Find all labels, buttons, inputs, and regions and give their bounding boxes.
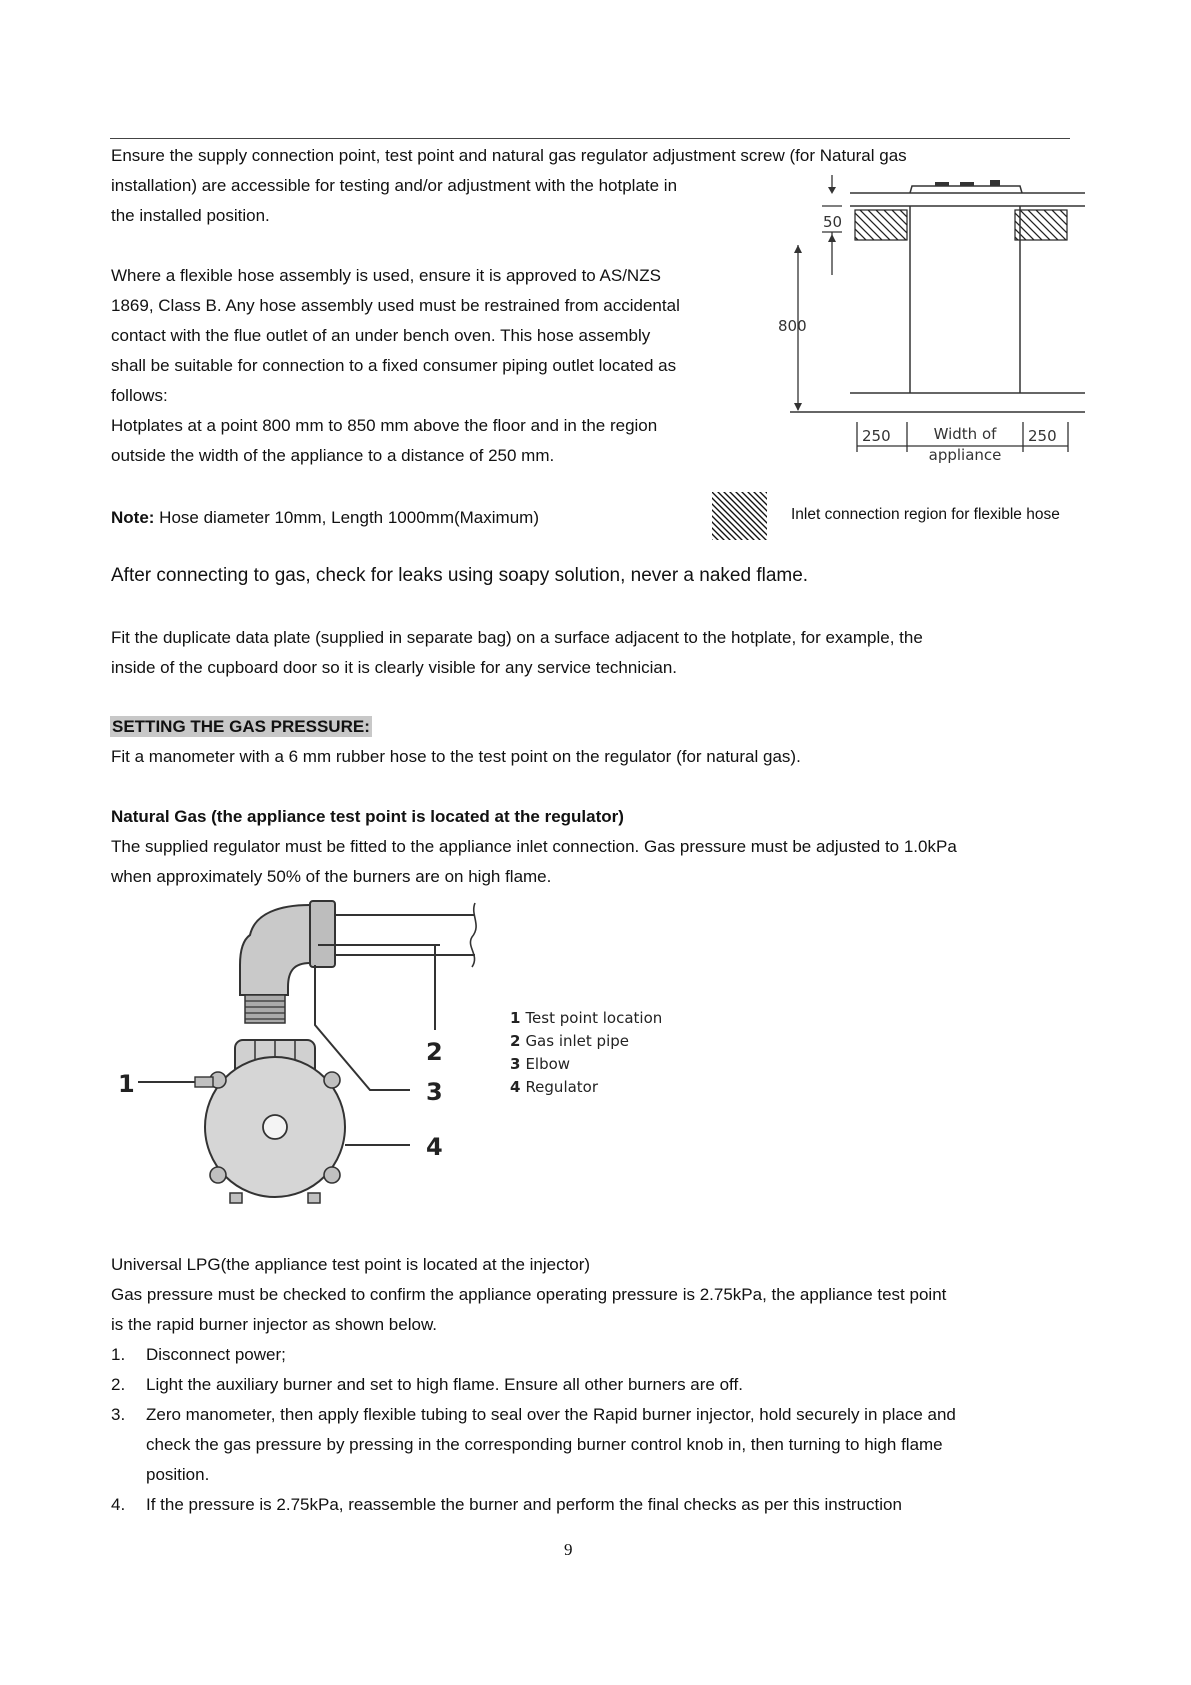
- lpg-line-1: Gas pressure must be checked to confirm the appliance operating pressure is 2.75kPa, the appliance test point: [111, 1285, 947, 1304]
- legend-item: 3 Elbow: [510, 1055, 571, 1073]
- callout-3: 3: [426, 1078, 443, 1106]
- list-item: 2. Light the auxiliary burner and set to high flame. Ensure all other burners are off.: [111, 1375, 743, 1394]
- hatch-left: [855, 210, 907, 240]
- lpg-heading: Universal LPG(the appliance test point is located at the injector): [111, 1255, 591, 1274]
- lpg-steps: [111, 1340, 1071, 1520]
- callout-4: 4: [426, 1133, 443, 1161]
- list-item: 4. If the pressure is 2.75kPa, reassemble the burner and perform the final checks as per this instruction: [111, 1495, 902, 1514]
- natural-gas-line-2: when approximately 50% of the burners are on high flame.: [111, 867, 552, 886]
- note-text: Hose diameter 10mm, Length 1000mm(Maximum): [154, 508, 539, 527]
- hose-line: 1869, Class B. Any hose assembly used must be restrained from accidental: [111, 296, 680, 315]
- setting-heading-line: [110, 712, 372, 742]
- hatch-legend-icon: [712, 492, 767, 540]
- hatch-legend-text: Inlet connection region for flexible hose: [791, 506, 1060, 523]
- hose-paragraph: [111, 261, 680, 471]
- hatch-right: [1015, 210, 1067, 240]
- callout-2: 2: [426, 1038, 443, 1066]
- width-label-1: Width of: [933, 425, 997, 443]
- hose-line: shall be suitable for connection to a fixed consumer piping outlet located as: [111, 356, 677, 375]
- dim-250-left-label: 250: [862, 427, 891, 445]
- list-item: 3. Zero manometer, then apply flexible tubing to seal over the Rapid burner injector, hold securely in place and check the gas pressure by pressing in the corresponding burner control knob in, then turning to high flame position.: [111, 1405, 956, 1484]
- leak-check-text: After connecting to gas, check for leaks using soapy solution, never a naked flame.: [111, 565, 809, 586]
- top-rule: [110, 138, 1070, 139]
- list-item: 1. Disconnect power;: [111, 1345, 286, 1364]
- hose-line: Where a flexible hose assembly is used, ensure it is approved to AS/NZS: [111, 266, 661, 285]
- width-label-2: appliance: [928, 446, 1002, 464]
- legend-item: 2 Gas inlet pipe: [510, 1032, 629, 1050]
- dim-50-label: 50: [823, 213, 843, 231]
- note-line: [111, 503, 539, 533]
- hose-line: Hotplates at a point 800 mm to 850 mm above the floor and in the region: [111, 416, 658, 435]
- intro-line-1: Ensure the supply connection point, test point and natural gas regulator adjustment screw (for Natural gas: [111, 146, 907, 165]
- setting-heading: SETTING THE GAS PRESSURE:: [112, 717, 370, 736]
- hose-line: follows:: [111, 386, 168, 405]
- intro-line-3: the installed position.: [111, 206, 270, 225]
- intro-line-2: installation) are accessible for testing and/or adjustment with the hotplate in: [111, 176, 678, 195]
- dim-250-right-label: 250: [1028, 427, 1057, 445]
- hose-line: contact with the flue outlet of an under bench oven. This hose assembly: [111, 326, 651, 345]
- setting-text: Fit a manometer with a 6 mm rubber hose to the test point on the regulator (for natural gas).: [111, 747, 801, 766]
- regulator-diagram: [110, 895, 490, 1205]
- page-number: 9: [564, 1540, 573, 1559]
- natural-gas-line-1: The supplied regulator must be fitted to the appliance inlet connection. Gas pressure must be adjusted to 1.0kPa: [111, 837, 957, 856]
- data-plate-line-2: inside of the cupboard door so it is clearly visible for any service technician.: [111, 658, 678, 677]
- lpg-line-2: is the rapid burner injector as shown below.: [111, 1315, 438, 1334]
- legend-item: 4 Regulator: [510, 1078, 599, 1096]
- dim-800-label: 800: [778, 317, 807, 335]
- regulator-legend: [510, 1007, 662, 1099]
- data-plate-line-1: Fit the duplicate data plate (supplied in separate bag) on a surface adjacent to the hotplate, for example, the: [111, 628, 923, 647]
- callout-1: 1: [118, 1070, 135, 1098]
- note-label: Note:: [111, 508, 155, 527]
- natural-gas-heading: Natural Gas (the appliance test point is located at the regulator): [111, 807, 624, 826]
- hose-line: outside the width of the appliance to a distance of 250 mm.: [111, 446, 555, 465]
- installation-diagram: [770, 160, 1100, 480]
- legend-item: 1 Test point location: [510, 1009, 663, 1027]
